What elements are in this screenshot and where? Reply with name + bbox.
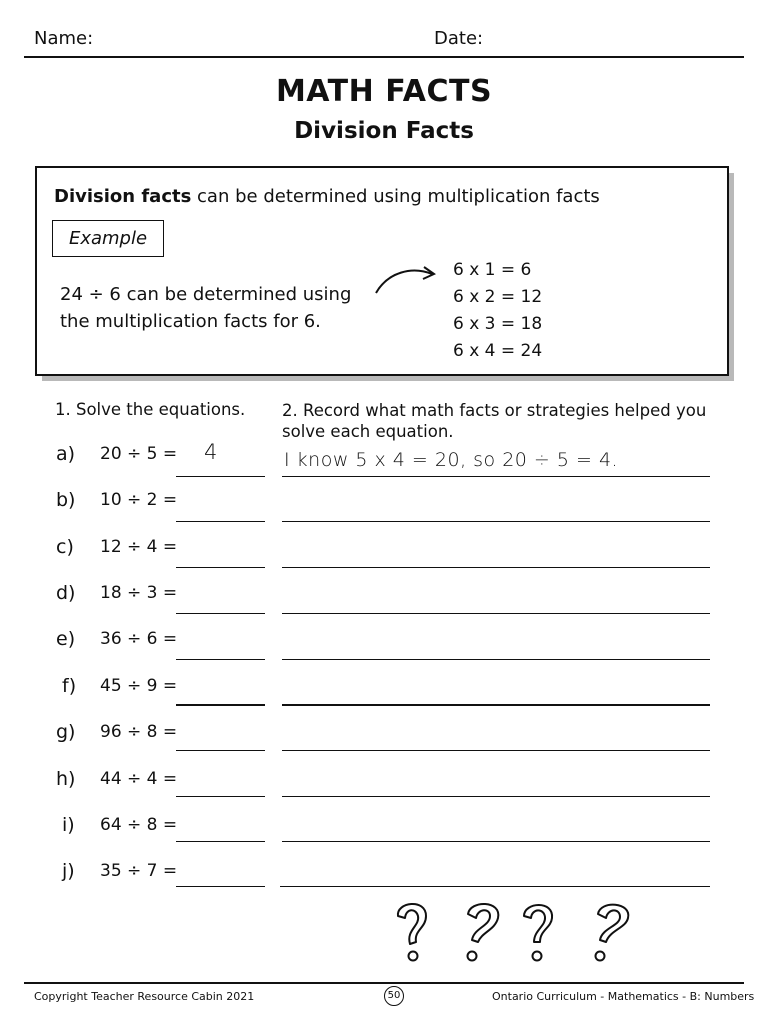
row-letter: f)	[62, 675, 77, 697]
strategy-line[interactable]	[282, 521, 710, 522]
equation: 44 ÷ 4 =	[100, 769, 178, 789]
equation: 12 ÷ 4 =	[100, 537, 178, 557]
page-number: 50	[387, 990, 401, 1001]
answer-text: 4	[204, 440, 218, 464]
strategy-line[interactable]	[282, 659, 710, 660]
answer-line[interactable]	[176, 841, 265, 842]
question-mark-icon	[458, 898, 504, 964]
equation: 10 ÷ 2 =	[100, 490, 178, 510]
row-letter: b)	[56, 489, 76, 511]
equation: 20 ÷ 5 =	[100, 444, 178, 464]
question-1-heading: 1. Solve the equations.	[55, 400, 246, 419]
equation: 64 ÷ 8 =	[100, 815, 178, 835]
row-letter: i)	[62, 814, 75, 836]
answer-line[interactable]	[176, 796, 265, 797]
row-letter: a)	[56, 443, 76, 465]
curriculum-text: Ontario Curriculum - Mathematics - B: Numbers	[492, 990, 755, 1003]
page-title: MATH FACTS	[275, 74, 493, 109]
fact-2: 6 x 2 = 12	[453, 287, 543, 307]
strategy-line[interactable]	[282, 613, 710, 614]
strategy-line[interactable]	[282, 750, 710, 751]
intro-rest: can be determined using multiplication facts	[191, 186, 600, 207]
intro-bold: Division facts	[54, 186, 192, 207]
equation: 18 ÷ 3 =	[100, 583, 178, 603]
info-box-intro	[54, 186, 600, 207]
row-letter: d)	[56, 582, 76, 604]
footer-rule	[24, 982, 744, 984]
row-letter: j)	[62, 860, 75, 882]
strategy-line[interactable]	[282, 476, 710, 477]
row-letter: c)	[56, 536, 74, 558]
row-letter: e)	[56, 628, 76, 650]
question-mark-icon	[518, 898, 558, 964]
strategy-text: I know 5 x 4 = 20, so 20 ÷ 5 = 4.	[284, 449, 619, 471]
answer-line[interactable]	[176, 886, 265, 887]
example-text: 24 ÷ 6 can be determined using the multiplication facts for 6.	[60, 284, 352, 332]
answer-line[interactable]	[176, 521, 265, 522]
date-label: Date:	[434, 28, 484, 49]
answer-line[interactable]	[176, 476, 265, 477]
question-2-heading: 2. Record what math facts or strategies helped you solve each equation.	[282, 401, 707, 441]
example-label: Example	[68, 228, 148, 249]
strategy-line[interactable]	[280, 886, 710, 887]
equation: 36 ÷ 6 =	[100, 629, 178, 649]
strategy-line[interactable]	[282, 841, 710, 842]
question-mark-icon	[586, 898, 632, 964]
copyright-text: Copyright Teacher Resource Cabin 2021	[34, 990, 255, 1003]
equation: 96 ÷ 8 =	[100, 722, 178, 742]
answer-line[interactable]	[176, 659, 265, 660]
fact-4: 6 x 4 = 24	[453, 341, 543, 361]
answer-line[interactable]	[176, 750, 265, 751]
row-letter: h)	[56, 768, 76, 790]
answer-line[interactable]	[176, 704, 265, 706]
name-label: Name:	[34, 28, 94, 49]
fact-3: 6 x 3 = 18	[453, 314, 543, 334]
strategy-line[interactable]	[282, 704, 710, 706]
equation: 45 ÷ 9 =	[100, 676, 178, 696]
fact-1: 6 x 1 = 6	[453, 260, 532, 280]
answer-line[interactable]	[176, 613, 265, 614]
equation: 35 ÷ 7 =	[100, 861, 178, 881]
page-subtitle: Division Facts	[294, 118, 474, 144]
strategy-line[interactable]	[282, 796, 710, 797]
strategy-line[interactable]	[282, 567, 710, 568]
question-mark-icon	[392, 898, 432, 964]
header-rule	[24, 56, 744, 58]
answer-line[interactable]	[176, 567, 265, 568]
curved-arrow-icon	[370, 262, 442, 298]
row-letter: g)	[56, 721, 76, 743]
